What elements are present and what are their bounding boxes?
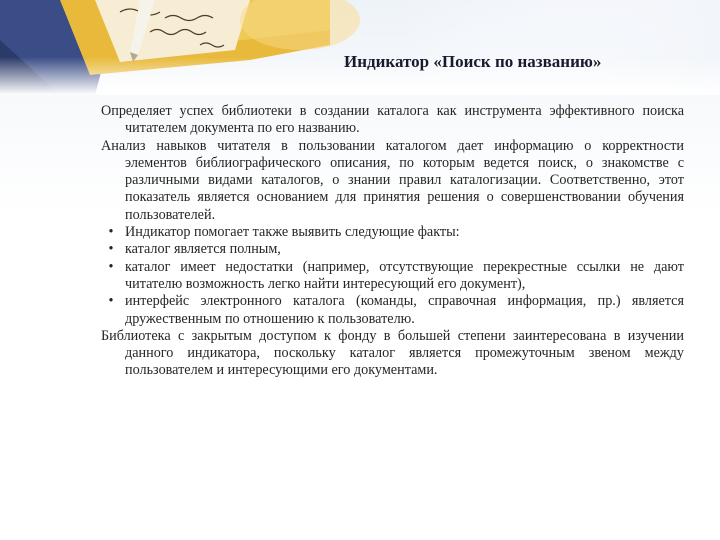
slide-body [101, 103, 684, 380]
bullet-text: интерфейс электронного каталога (команды, справочная информация, пр.) является дружественным по отношению к пользователю. [125, 293, 684, 327]
bullet-text: Индикатор помогает также выявить следующие факты: [125, 224, 460, 241]
bullet-text: каталог имеет недостатки (например, отсутствующие перекрестные ссылки не дают читателю возможность легко найти интересующий его документ), [125, 258, 684, 292]
bullet-icon: • [108, 293, 114, 310]
bullet-text: каталог является полным, [125, 241, 281, 258]
bullet-item [101, 293, 684, 328]
slide-title: Индикатор «Поиск по названию» [344, 52, 602, 71]
bullet-icon: • [108, 258, 114, 275]
bullet-icon: • [108, 241, 114, 258]
bullet-icon: • [108, 224, 114, 241]
header-photo [0, 0, 720, 95]
paragraph-analysis: Анализ навыков читателя в пользовании каталогом дает информацию о корректности элементов библиографического описания, по которым ведется поиск, о знакомстве с различными видами каталогов, о знании правил каталогизации. Соответственно, этот показатель является основанием для принятия решения о совершенствовании обучения пользователей. [101, 137, 684, 223]
paragraph-closed-access: Библиотека с закрытым доступом к фонду в большей степени заинтересована в изучении данного индикатора, поскольку каталог является промежуточным звеном между пользователем и интересующими его документами. [101, 327, 684, 379]
bullet-item [101, 241, 684, 258]
paragraph-intro: Определяет успех библиотеки в создании каталога как инструмента эффективного поиска читателем документа по его названию. [101, 103, 684, 137]
bullet-item [101, 224, 684, 241]
bullet-item [101, 259, 684, 294]
